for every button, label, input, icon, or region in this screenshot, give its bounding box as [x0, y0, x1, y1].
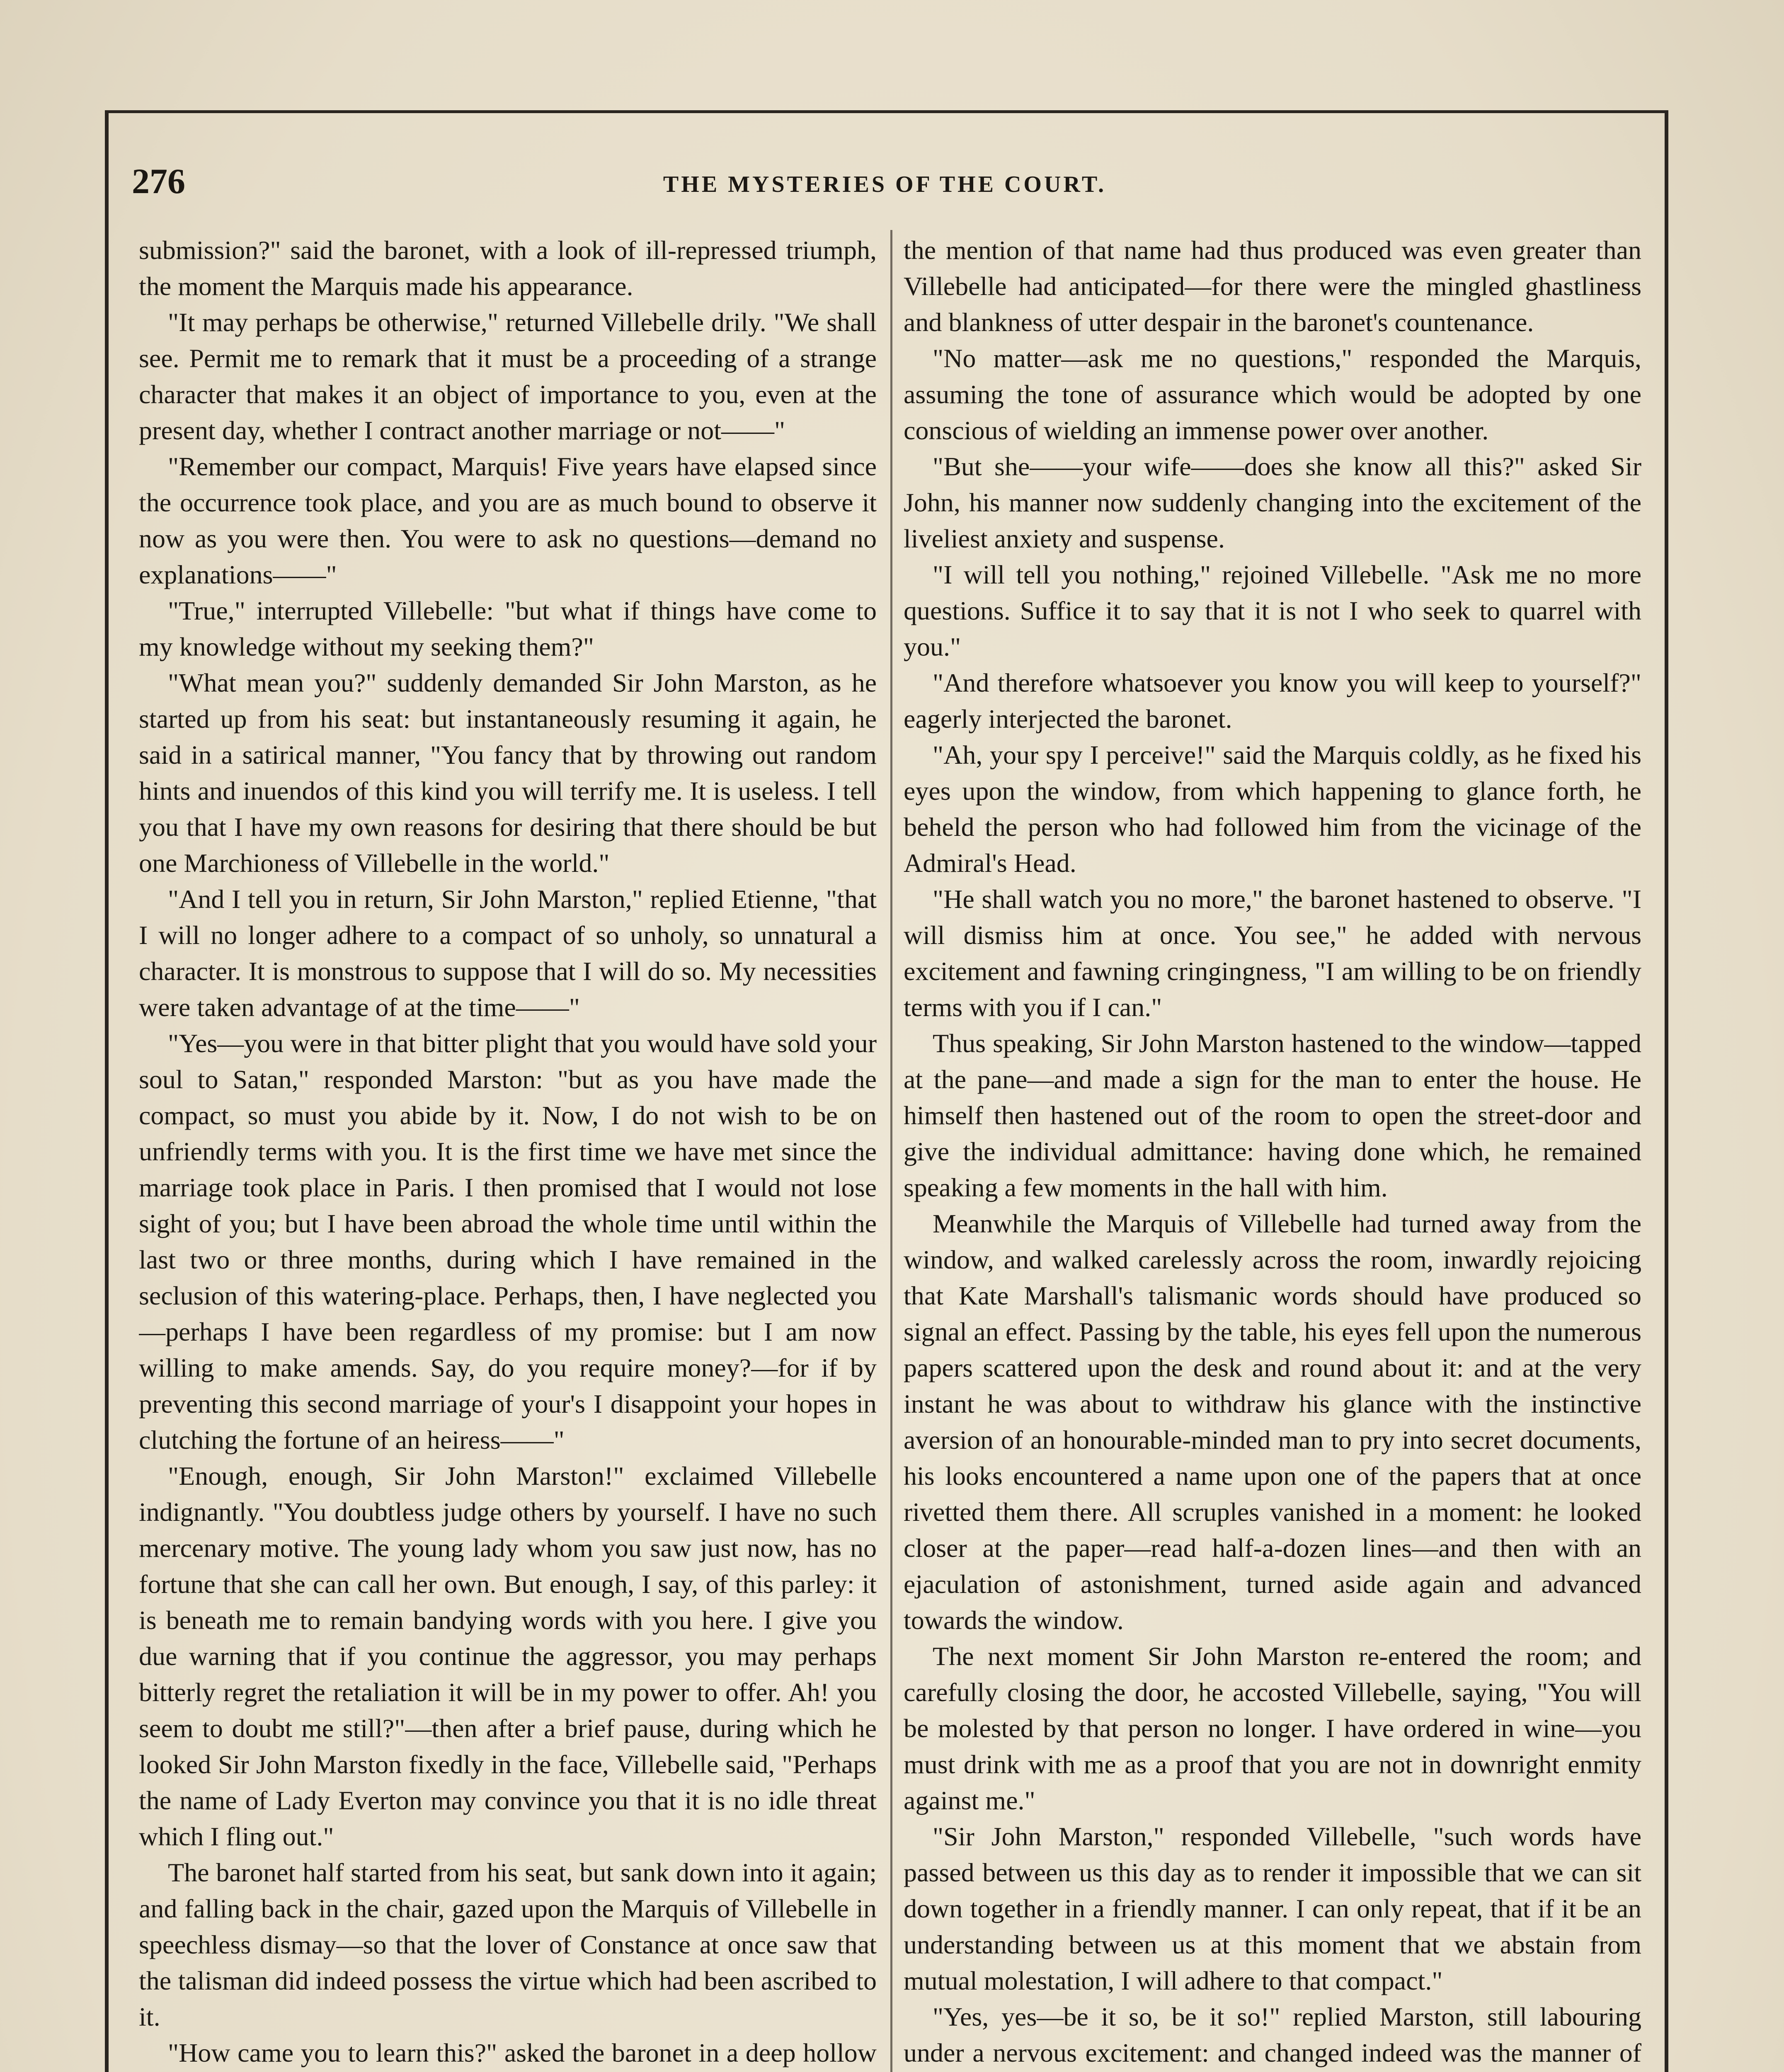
paragraph: "And I tell you in return, Sir John Marston," replied Etienne, "that I will no longer adhere to a compact of so unholy, so unnatural a character. It is monstrous to suppose that I will do so. My necessities were taken advantage of at the time——"	[139, 884, 877, 1022]
left-column	[139, 232, 877, 2072]
paragraph: "But she——your wife——does she know all this?" asked Sir John, his manner now suddenly changing into the excitement of the liveliest anxiety and suspense.	[904, 452, 1641, 553]
paragraph: Meanwhile the Marquis of Villebelle had turned away from the window, and walked carelessly across the room, inwardly rejoicing that Kate Marshall's talismanic words should have produced so signal an effect. Passing by the table, his eyes fell upon the numerous papers scattered upon the desk and round about it: and at the very instant he was about to withdraw his glance with the instinctive aversion of an honourable-minded man to pry into secret documents, his looks encountered a name upon one of the papers that at once rivetted them there. All scruples vanished in a moment: he looked closer at the paper—read half-a-dozen lines—and then with an ejaculation of astonishment, turned aside again and advanced towards the window.	[904, 1209, 1641, 1635]
right-column	[904, 232, 1641, 2072]
paragraph: "No matter—ask me no questions," responded the Marquis, assuming the tone of assurance which would be adopted by one conscious of wielding an immense power over another.	[904, 344, 1641, 445]
paragraph: "He shall watch you no more," the baronet hastened to observe. "I will dismiss him at once. You see," he added with nervous excitement and fawning cringingness, "I am willing to be on friendly terms with you if I can."	[904, 884, 1641, 1022]
paragraph: "How came you to learn this?" asked the baronet in a deep hollow	[168, 2038, 877, 2067]
paragraph: "Ah, your spy I perceive!" said the Marquis coldly, as he fixed his eyes upon the window, from which happening to glance forth, he beheld the person who had followed him from the vicinage of the Admiral's Head.	[904, 740, 1641, 878]
running-header	[109, 162, 1661, 208]
column-divider	[890, 230, 892, 2072]
paragraph: "True," interrupted Villebelle: "but what if things have come to my knowledge without my seeking them?"	[139, 596, 877, 661]
page-number: 276	[132, 161, 185, 201]
paragraph: "It may perhaps be otherwise," returned Villebelle drily. "We shall see. Permit me to remark that it must be a proceeding of a strange character that makes it an object of importance to you, even at the present day, whether I contract another marriage or not——"	[139, 307, 877, 445]
paragraph: The next moment Sir John Marston re-entered the room; and carefully closing the door, he accosted Villebelle, saying, "You will be molested by that person no longer. I have ordered in wine—you must drink with me as a proof that you are not in downright enmity against me."	[904, 1641, 1641, 1815]
paragraph: "Sir John Marston," responded Villebelle, "such words have passed between us this day as to render it impossible that we can sit down together in a friendly manner. I can only repeat, that if it be an understanding between us at this moment that we abstain from mutual molestation, I will adhere to that compact."	[904, 1822, 1641, 1995]
paragraph: "What mean you?" suddenly demanded Sir John Marston, as he started up from his seat: but instantaneously resuming it again, he said in a satirical manner, "You fancy that by throwing out random hints and inuendos of this kind you will terrify me. It is useless. I tell you that I have my own reasons for desiring that there should be but one Marchioness of Villebelle in the world."	[139, 668, 877, 878]
paragraph: "I will tell you nothing," rejoined Villebelle. "Ask me no more questions. Suffice it to say that it is not I who seek to quarrel with you."	[904, 560, 1641, 661]
paragraph: the mention of that name had thus produced was even greater than Villebelle had anticipated—for there were the mingled ghastliness and blankness of utter despair in the baronet's countenance.	[904, 235, 1641, 337]
paragraph: "Yes, yes—be it so, be it so!" replied Marston, still labouring under a nervous excitement: and changed indeed was the manner of	[904, 2002, 1641, 2067]
paragraph: submission?" said the baronet, with a look of ill-repressed triumph, the moment the Marquis made his appearance.	[139, 235, 877, 301]
paragraph: "Enough, enough, Sir John Marston!" exclaimed Villebelle indignantly. "You doubtless judge others by yourself. I have no such mercenary motive. The young lady whom you saw just now, has no fortune that she can call her own. But enough, I say, of this parley: it is beneath me to remain bandying words with you here. I give you due warning that if you continue the aggressor, you may perhaps bitterly regret the retaliation it will be in my power to offer. Ah! you seem to doubt me still?"—then after a brief pause, during which he looked Sir John Marston fixedly in the face, Villebelle said, "Perhaps the name of Lady Everton may convince you that it is no idle threat which I fling out."	[139, 1461, 877, 1851]
paragraph: Thus speaking, Sir John Marston hastened to the window—tapped at the pane—and made a sign for the man to enter the house. He himself then hastened out of the room to open the street-door and give the individual admittance: having done which, he remained speaking a few moments in the hall with him.	[904, 1029, 1641, 1202]
paragraph: "Yes—you were in that bitter plight that you would have sold your soul to Satan," responded Marston: "but as you have made the compact, so must you abide by it. Now, I do not wish to be on unfriendly terms with you. It is the first time we have met since the marriage took place in Paris. I then promised that I would not lose sight of you; but I have been abroad the whole time until within the last two or three months, during which I have remained in the seclusion of this watering-place. Perhaps, then, I have neglected you—perhaps I have been regardless of my promise: but I am now willing to make amends. Say, do you require money?—for if by preventing this second marriage of your's I disappoint your hopes in clutching the fortune of an heiress——"	[139, 1029, 877, 1455]
paragraph: "Remember our compact, Marquis! Five years have elapsed since the occurrence took place, and you are as much bound to observe it now as you were then. You were to ask no questions—demand no explanations——"	[139, 452, 877, 589]
paragraph: "And therefore whatsoever you know you will keep to yourself?" eagerly interjected the baronet.	[904, 668, 1641, 733]
running-title: THE MYSTERIES OF THE COURT.	[663, 172, 1107, 197]
paragraph: The baronet half started from his seat, but sank down into it again; and falling back in the chair, gazed upon the Marquis of Villebelle in speechless dismay—so that the lover of Constance at once saw that the talisman did indeed possess the virtue which had been ascribed to it.	[139, 1858, 877, 2031]
